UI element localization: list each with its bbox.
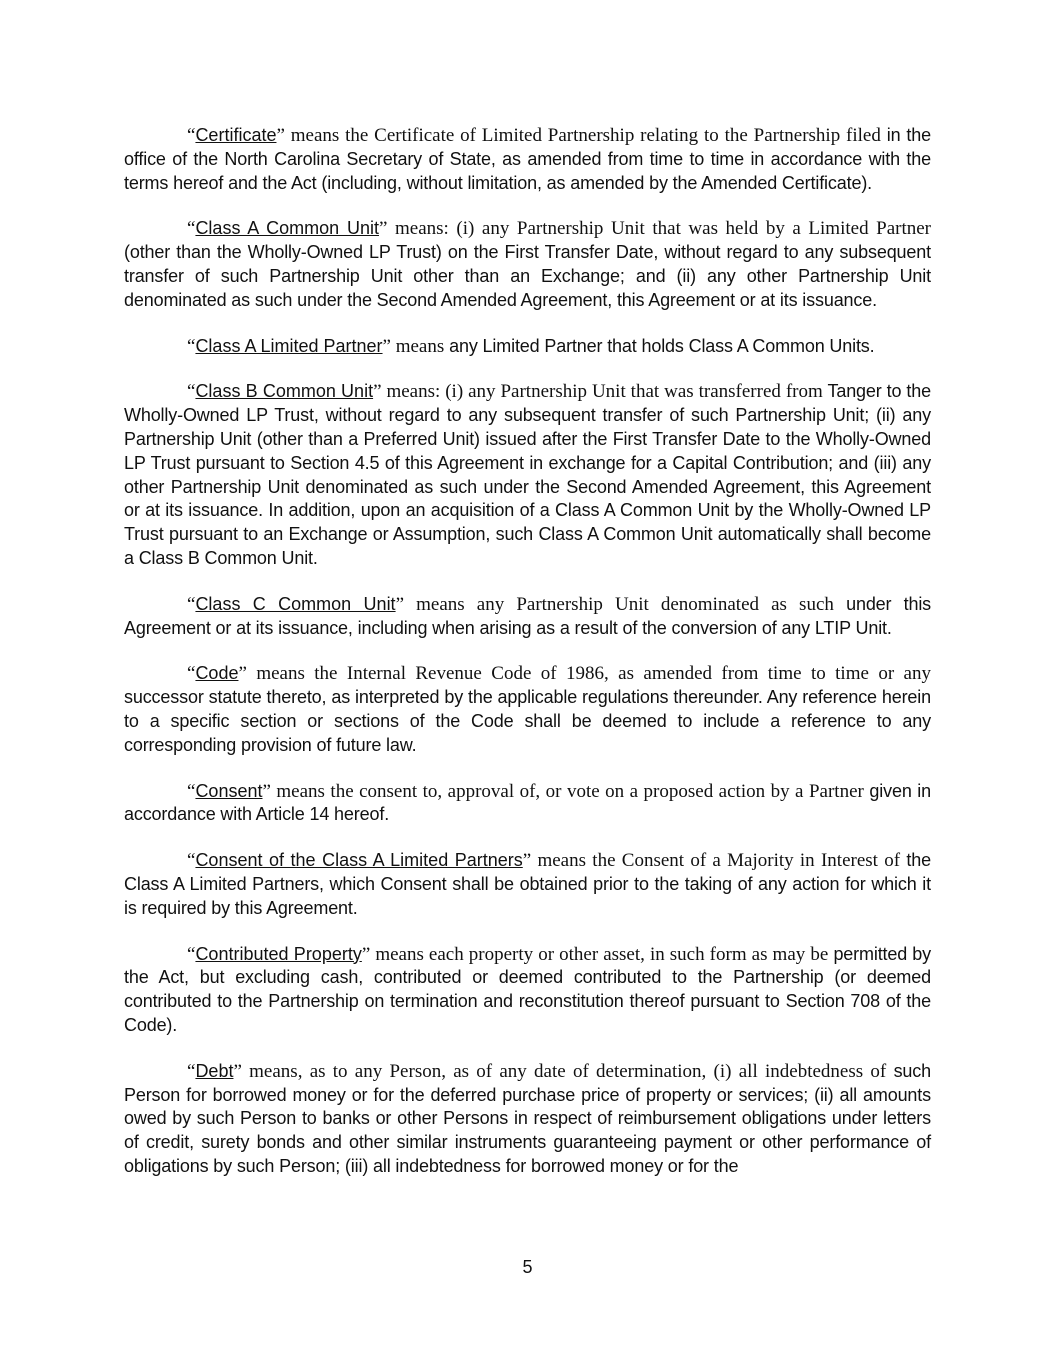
- defined-term: Certificate: [195, 125, 277, 145]
- defined-term: Class A Common Unit: [195, 218, 379, 239]
- definition-consent-of-class-a-limited-partners: “Consent of the Class A Limited Partners” means the Consent of a Majority in Interest of the Class A Limited Partners, which Consent shall be obtained prior to the taking of any action for which it is required by this Agreement.: [124, 850, 931, 918]
- definition-body: the Class A Limited Partners, which Consent shall be obtained prior to the taking of any action for which it is required by this Agreement.: [124, 850, 931, 918]
- definition-lead: ” means: (i) any Partnership Unit that was held by a Limited Partner: [378, 218, 932, 240]
- defined-term: Class C Common Unit: [195, 593, 396, 614]
- definition-class-c-common-unit: “Class C Common Unit” means any Partnership Unit denominated as such under this Agreement or at its issuance, including when arising as a result of the conversion of any LTIP Unit.: [124, 593, 932, 638]
- definition-debt: “Debt” means, as to any Person, as of any date of determination, (i) all indebtedness of such Person for borrowed money or for the deferred purchase price of property or services; (ii) all amounts owed by such Person to banks or other Persons in respect of reimbursement obligations under letters of credit, surety bonds and other similar instruments guaranteeing payment or other performance of obligations by such Person; (iii) all indebtedness for borrowed money or for the: [124, 1060, 931, 1176]
- definition-class-a-common-unit: “Class A Common Unit” means: (i) any Partnership Unit that was held by a Limited Partner (other than the Wholly-Owned LP Trust) on the First Transfer Date, without regard to any subsequent transfer of such Partnership Unit other than an Exchange; and (ii) any other Partnership Unit denominated as such under the Second Amended Agreement, this Agreement or at its issuance.: [124, 218, 932, 310]
- defined-term: Debt: [195, 1060, 234, 1081]
- defined-term: Consent: [195, 780, 263, 801]
- definition-body: under this Agreement or at its issuance, including when arising as a result of the conversion of any LTIP Unit.: [124, 593, 932, 638]
- definition-body: permitted by the Act, but excluding cash, contributed or deemed contributed to the Partnership (or deemed contributed to the Partnership on termination and reconstitution thereof pursuant to Section 708 of the Code).: [124, 943, 931, 1035]
- definition-lead: ” means the consent to, approval of, or vote on a proposed action by a Partner: [262, 780, 864, 802]
- definition-class-b-common-unit: “Class B Common Unit” means: (i) any Partnership Unit that was transferred from Tanger to the Wholly-Owned LP Trust, without regard to any subsequent transfer of such Partnership Unit; (ii) any Partnership Unit (other than a Preferred Unit) issued after the First Transfer Date to the Wholly-Owned LP Trust pursuant to Section 4.5 of this Agreement in exchange for a Capital Contribution; and (iii) any other Partnership Unit denominated as such under the Second Amended Agreement, this Agreement or at its issuance. In addition, upon an acquisition of a Class A Common Unit by the Wholly-Owned LP Trust pursuant to an Exchange or Assumption, such Class A Common Unit automatically shall become a Class B Common Unit.: [124, 381, 931, 568]
- definition-lead: ” means, as to any Person, as of any date of determination, (i) all indebtedness of: [233, 1060, 887, 1082]
- definition-consent: “Consent” means the consent to, approval of, or vote on a proposed action by a Partner given in accordance with Article 14 hereof.: [124, 780, 931, 825]
- definition-body: such Person for borrowed money or for the deferred purchase price of property or services; (ii) all amounts owed by such Person to banks or other Persons in respect of reimbursement obligations under letters of credit, surety bonds and other similar instruments guaranteeing payment or other performance of obligations by such Person; (iii) all indebtedness for borrowed money or for the: [124, 1060, 931, 1176]
- document-page: [124, 124, 931, 1201]
- definition-code: “Code” means the Internal Revenue Code of 1986, as amended from time to time or any successor statute thereto, as interpreted by the applicable regulations thereunder. Any reference herein to a specific section or sections of the Code shall be deemed to include a reference to any corresponding provision of future law.: [124, 663, 931, 755]
- defined-term: Consent of the Class A Limited Partners: [195, 850, 523, 871]
- defined-term: Contributed Property: [195, 943, 362, 964]
- defined-term: Class B Common Unit: [195, 381, 374, 402]
- definition-lead: ” means: (i) any Partnership Unit that was transferred from: [373, 381, 823, 403]
- definition-lead: ” means: [382, 335, 445, 357]
- definition-lead: ” means any Partnership Unit denominated as such: [395, 593, 834, 615]
- defined-term: Code: [195, 663, 239, 684]
- definition-lead: ” means each property or other asset, in such form as may be: [361, 943, 829, 965]
- definition-body: (other than the Wholly-Owned LP Trust) on the First Transfer Date, without regard to any subsequent transfer of such Partnership Unit other than an Exchange; and (ii) any other Partnership Unit denominated as such under the Second Amended Agreement, this Agreement or at its issuance.: [124, 242, 931, 310]
- definition-body: any Limited Partner that holds Class A Common Units.: [444, 335, 875, 356]
- definition-class-a-limited-partner: “Class A Limited Partner” means any Limited Partner that holds Class A Common Units.: [187, 335, 875, 357]
- page-number: 5: [522, 1257, 533, 1277]
- definition-contributed-property: “Contributed Property” means each property or other asset, in such form as may be permitted by the Act, but excluding cash, contributed or deemed contributed to the Partnership (or deemed contributed to the Partnership on termination and reconstitution thereof pursuant to Section 708 of the Code).: [124, 943, 931, 1035]
- definition-body: Tanger to the Wholly-Owned LP Trust, without regard to any subsequent transfer of such Partnership Unit; (ii) any Partnership Unit (other than a Preferred Unit) issued after the First Transfer Date to the Wholly-Owned LP Trust pursuant to Section 4.5 of this Agreement in exchange for a Capital Contribution; and (iii) any other Partnership Unit denominated as such under the Second Amended Agreement, this Agreement or at its issuance. In addition, upon an acquisition of a Class A Common Unit by the Wholly-Owned LP Trust pursuant to an Exchange or Assumption, such Class A Common Unit automatically shall become a Class B Common Unit.: [124, 381, 931, 568]
- definition-lead: ” means the Certificate of Limited Partnership relating to the Partnership filed: [276, 125, 881, 146]
- definition-body: successor statute thereto, as interpreted by the applicable regulations thereunder. Any reference herein to a specific section or sections of the Code shall be deemed to include a reference to any corresponding provision of future law.: [124, 687, 931, 755]
- definition-lead: ” means the Internal Revenue Code of 1986, as amended from time to time or any: [238, 663, 931, 685]
- definition-certificate: “Certificate” means the Certificate of Limited Partnership relating to the Partnership filed in the office of the North Carolina Secretary of State, as amended from time to time in accordance with the terms hereof and the Act (including, without limitation, as amended by the Amended Certificate).: [124, 125, 932, 193]
- definition-lead: ” means the Consent of a Majority in Interest of: [522, 850, 901, 872]
- definition-body: in the office of the North Carolina Secretary of State, as amended from time to time in accordance with the terms hereof and the Act (including, without limitation, as amended by the Amended Certificate).: [124, 125, 932, 193]
- defined-term: Class A Limited Partner: [195, 335, 383, 356]
- definition-body: given in accordance with Article 14 hereof.: [124, 780, 931, 825]
